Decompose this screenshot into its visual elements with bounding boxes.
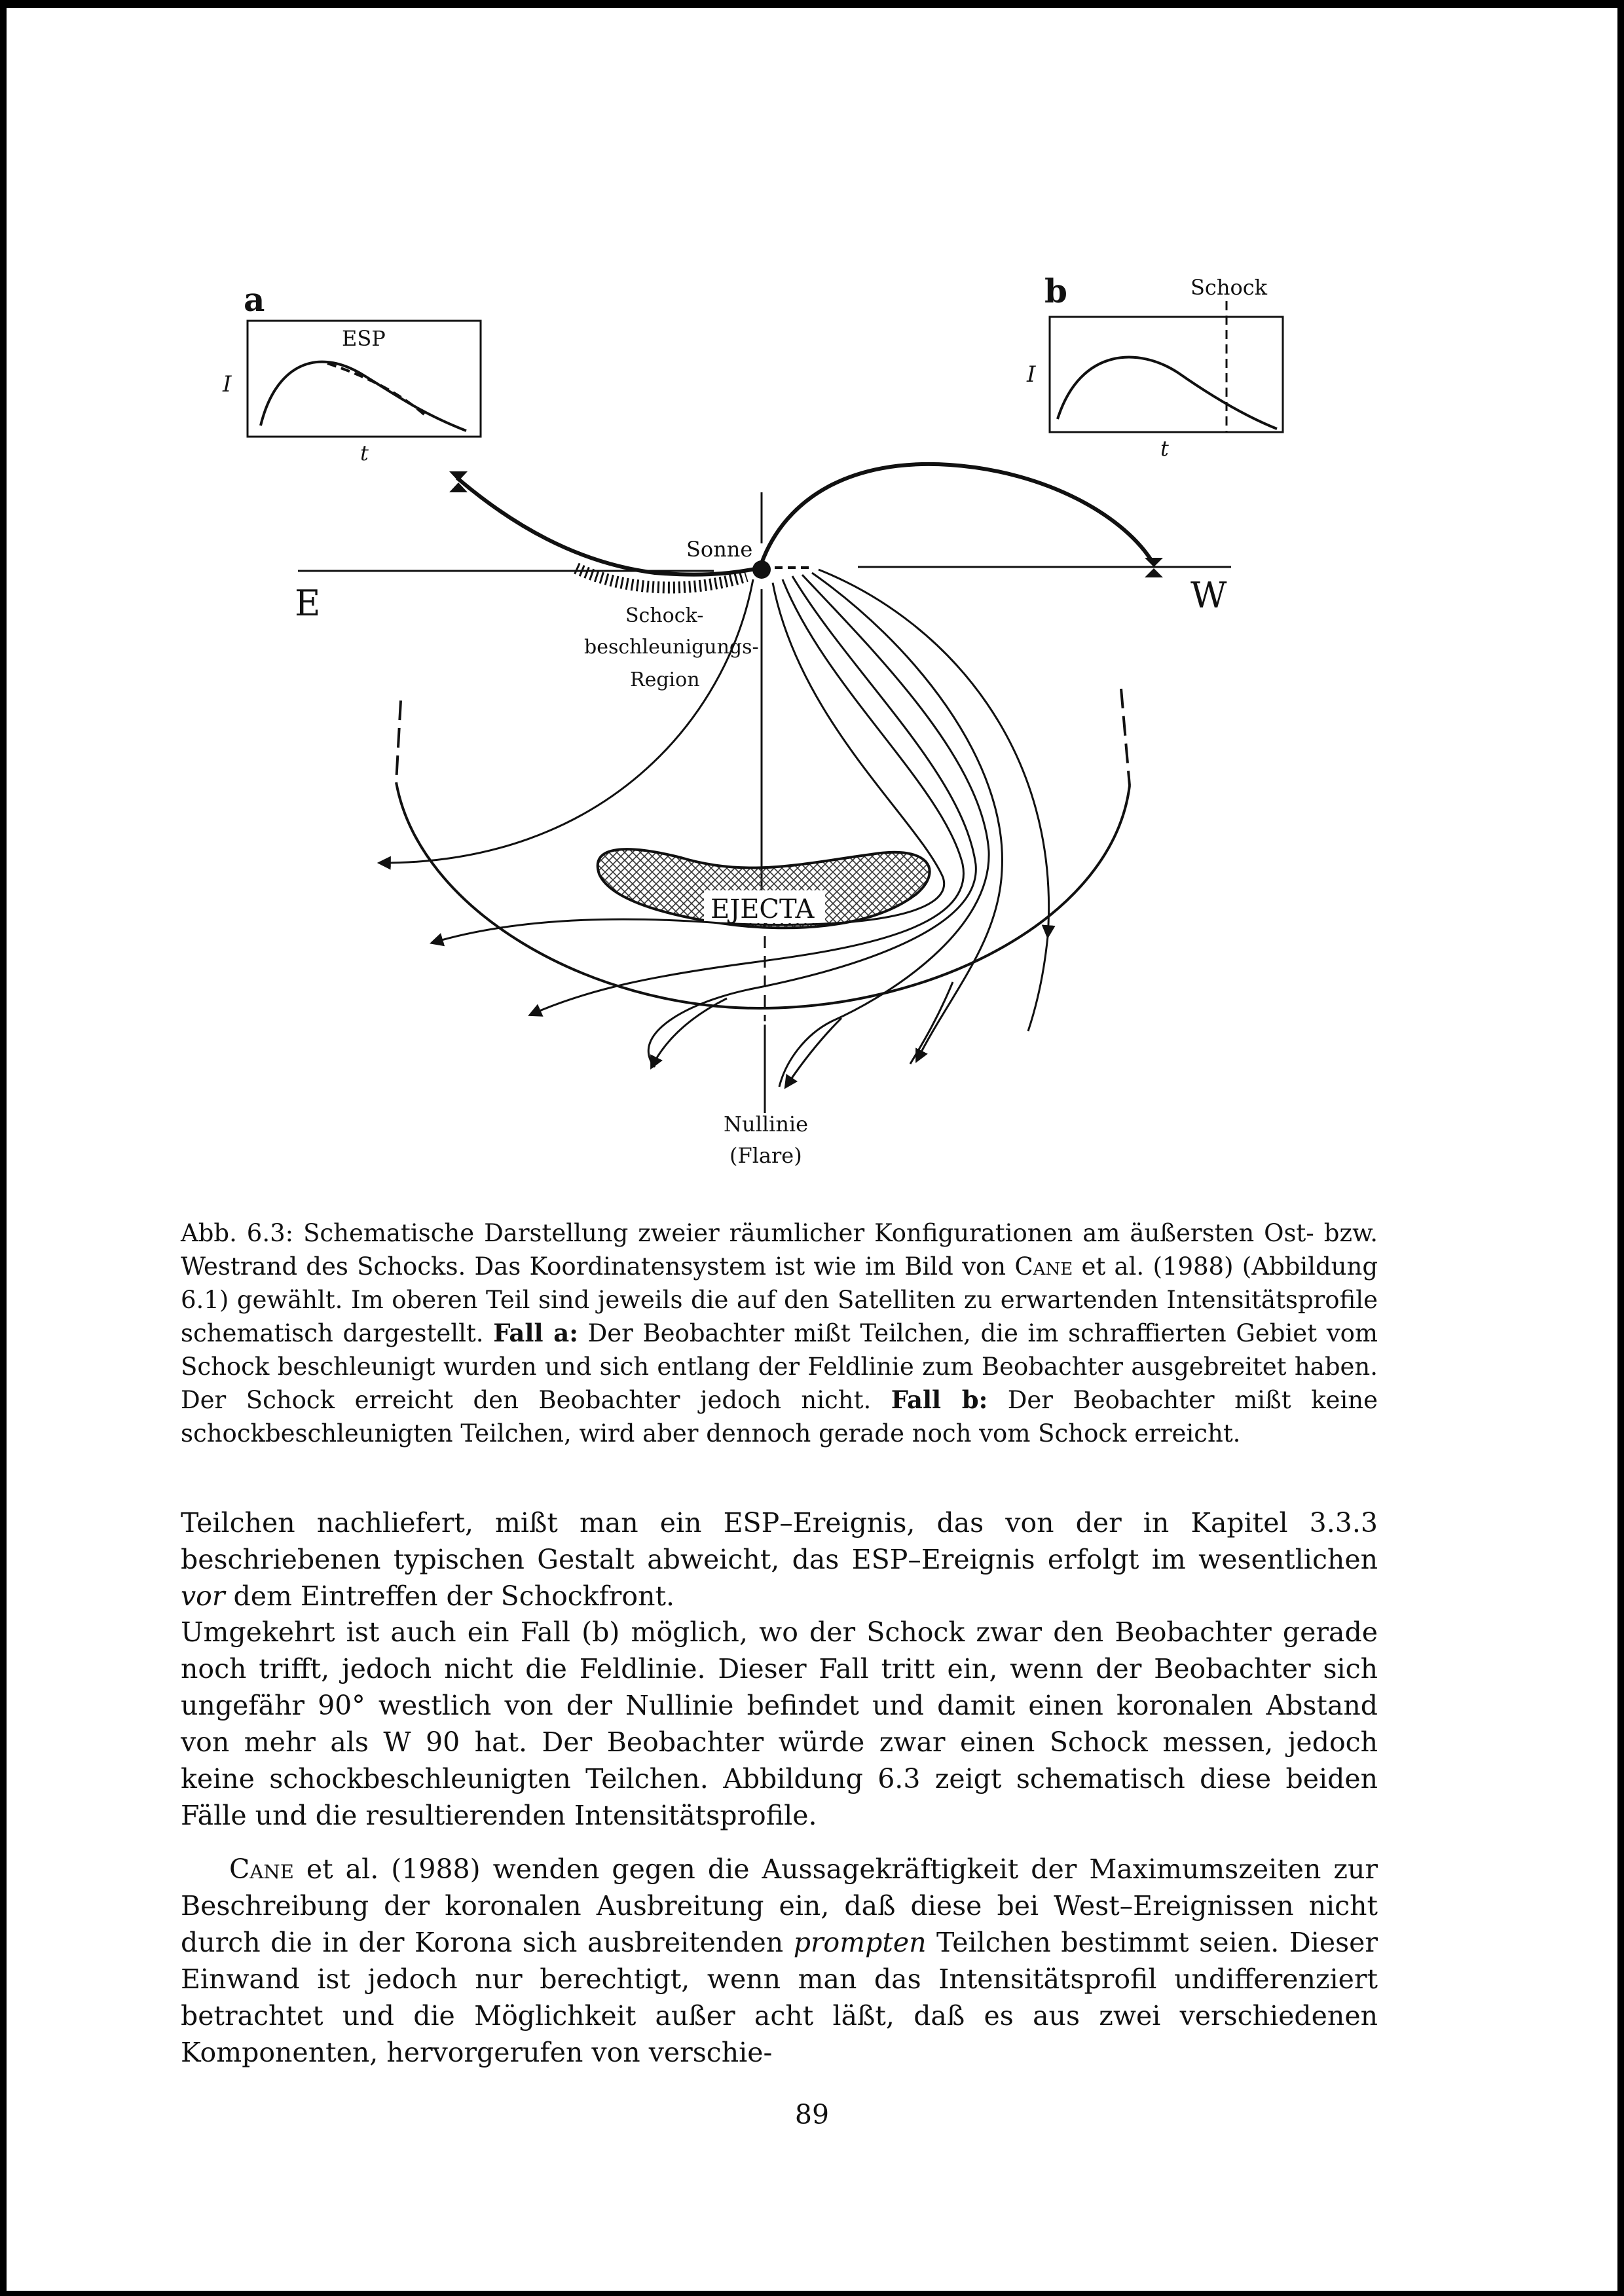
panel-a-dashed-curve (327, 363, 426, 416)
panel-b-schock-label: Schock (1190, 275, 1268, 300)
panel-a-esp-label: ESP (342, 326, 386, 351)
panel-a-curve (261, 362, 466, 431)
panel-b-y-axis: I (1027, 361, 1036, 388)
figure-caption (181, 1216, 1378, 1450)
caption-cane: Cane (1014, 1252, 1073, 1281)
label-shock-region-3: Region (630, 668, 700, 691)
panel-a-label: a (244, 280, 265, 319)
paragraph-2: Umgekehrt ist auch ein Fall (b) möglich, wo der Schock zwar den Beobachter gerade noch trifft, jedoch nicht die Feldlinie. Dieser Fall tritt ein, wenn der Beobachter sich ungefähr 90° westlich von der Nullinie befindet und damit einen koronalen Abstand von mehr als W 90 hat. Der Beobachter würde zwar einen Schock messen, jedoch keine schockbeschleunigten Teilchen. Abbildung 6.3 zeigt schematisch diese beiden Fälle und die resultierenden Intensitätsprofile. (181, 1616, 1378, 1831)
paragraph-1-em: vor (181, 1580, 225, 1612)
field-line-5b (786, 1018, 841, 1087)
caption-suffix: Der Beobachter mißt keine schockbeschleunigten Teilchen, wird aber dennoch gerade noch vom Schock erreicht. (181, 1386, 1378, 1448)
label-shock-region-1: Schock- (625, 604, 704, 627)
panel-b-x-axis: t (1160, 436, 1169, 461)
page-number: 89 (794, 2099, 830, 2130)
panel-a (222, 280, 481, 465)
panel-b (1026, 272, 1283, 461)
field-line-5 (779, 575, 989, 1087)
sun-icon (752, 560, 771, 579)
panel-b-curve (1058, 357, 1277, 429)
caption-fall-b: Fall b: (891, 1385, 988, 1414)
paragraph-3-cane: Cane (229, 1853, 294, 1885)
paragraph-3-em: prompten (793, 1927, 927, 1958)
label-east: E (295, 583, 321, 624)
panel-a-x-axis: t (360, 441, 369, 465)
caption-prefix: Abb. 6.3: Schematische Darstellung zweier räumlicher Konfigurationen am äußersten Ost- bzw. Westrand des Schocks. Das Koordinatensystem ist wie im Bild von (181, 1219, 1378, 1281)
field-line-6b (910, 982, 953, 1064)
shock-front-right-tip (1121, 689, 1130, 786)
paragraph-3-pre: et al. (1988) wenden gegen die Aussagekräftigkeit der Maximumszeiten zur Beschreibung der koronalen Ausbreitung ein, daß diese bei West–Ereignissen nicht durch die in der Korona sich ausbreitenden (181, 1853, 1378, 1958)
shock-front-left-tip (396, 701, 401, 782)
label-sun: Sonne (686, 537, 753, 562)
paragraph-1 (181, 1504, 1378, 1614)
west-field-line (762, 464, 1154, 564)
field-line-7b (1028, 936, 1048, 1031)
panel-b-label: b (1044, 272, 1067, 310)
paragraph-1-post: dem Eintreffen der Schockfront. (225, 1580, 674, 1612)
caption-mid1: et al. (1988) (Abbildung 6.1) gewählt. Im oberen Teil sind jeweils die auf den Satelliten zu erwartenden Intensitätsprofile schematisch dargestellt. (181, 1252, 1378, 1347)
paragraph-3-post: Teilchen bestimmt seien. Dieser Einwand ist jedoch nur berechtigt, wenn man das Intensitätsprofil undifferenziert betrachtet und die Möglichkeit außer acht läßt, daß es aus zwei verschiedenen Komponenten, hervorgerufen von verschie- (181, 1927, 1378, 2068)
observer-a-icon (449, 471, 468, 492)
caption-mid2: Der Beobachter mißt Teilchen, die im schraffierten Gebiet vom Schock beschleunigt wurden und sich entlang der Feldlinie zum Beobachter ausgebreitet haben. Der Schock erreicht den Beobachter jedoch nicht. (181, 1319, 1378, 1414)
panel-a-y-axis: I (223, 371, 232, 397)
paragraph-1-pre: Teilchen nachliefert, mißt man ein ESP–Ereignis, das von der in Kapitel 3.3.3 beschriebenen typischen Gestalt abweicht, das ESP–Ereignis erfolgt im wesentlichen (181, 1507, 1378, 1575)
label-nullline-2: (Flare) (729, 1143, 802, 1168)
label-west: W (1190, 575, 1227, 616)
label-nullline-1: Nullinie (724, 1112, 809, 1137)
paragraph-3 (181, 1851, 1378, 2071)
label-shock-region-2: beschleunigungs- (584, 636, 759, 659)
caption-fall-a: Fall a: (493, 1319, 578, 1347)
label-ejecta: EJECTA (710, 894, 815, 924)
